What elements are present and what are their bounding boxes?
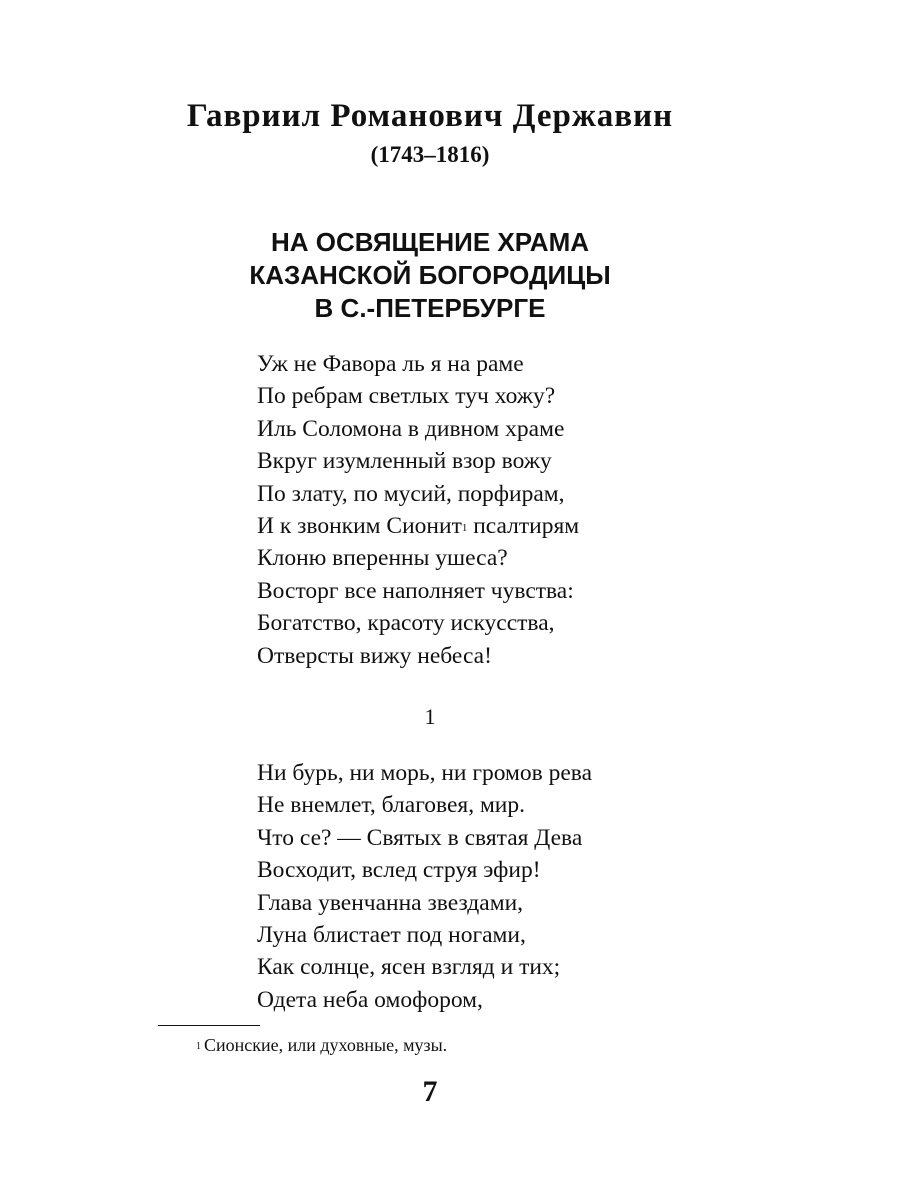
intro-stanza bbox=[257, 348, 579, 672]
footnote-divider bbox=[158, 1025, 260, 1026]
verse-line: Отверсты вижу небеса! bbox=[257, 642, 492, 669]
verse-line-with-footnote bbox=[257, 510, 579, 542]
footnote-reference[interactable]: 1 bbox=[461, 521, 468, 534]
verse-line: Вкруг изумленный взор вожу bbox=[257, 448, 552, 475]
verse-line: Ни бурь, ни морь, ни громов рева bbox=[257, 760, 593, 786]
verse-line: Глава увенчанна звездами, bbox=[257, 889, 524, 916]
verse-line: Иль Соломона в дивном храме bbox=[257, 415, 565, 442]
section-number: 1 bbox=[424, 704, 436, 729]
verse-line: Как солнце, ясен взгляд и тих; bbox=[257, 954, 561, 981]
verse-line: Клоню вперенны ушеса? bbox=[257, 545, 508, 572]
verse-line: Уж не Фавора ль я на раме bbox=[257, 351, 524, 377]
verse-line: По злату, по мусий, порфирам, bbox=[257, 480, 565, 507]
author-name: Гавриил Романович Державин bbox=[186, 98, 674, 134]
footnote bbox=[196, 1033, 447, 1057]
verse-text: И к звонким Сионит bbox=[257, 512, 462, 539]
poem-title-line: НА ОСВЯЩЕНИЕ ХРАМА bbox=[270, 227, 590, 257]
verse-line: Восторг все наполняет чувства: bbox=[257, 577, 574, 604]
verse-line: Что се? — Святых в святая Дева bbox=[257, 824, 583, 851]
verse-line: Восходит, вслед струя эфир! bbox=[257, 857, 541, 884]
poem-title bbox=[0, 226, 860, 325]
verse-line: Одета неба омофором, bbox=[257, 986, 483, 1013]
verse-line: По ребрам светлых туч хожу? bbox=[257, 383, 556, 410]
verse-text: псалтирям bbox=[467, 512, 580, 539]
stanza-1 bbox=[257, 757, 592, 1016]
footnote-text: Сионские, или духовные, музы. bbox=[204, 1035, 448, 1055]
page-number: 7 bbox=[422, 1075, 438, 1108]
poem-title-line: В С.-ПЕТЕРБУРГЕ bbox=[314, 293, 546, 323]
author-years: (1743–1816) bbox=[370, 142, 490, 167]
poem-title-line: КАЗАНСКОЙ БОГОРОДИЦЫ bbox=[249, 260, 611, 290]
verse-line: Богатство, красоту искусства, bbox=[257, 610, 555, 637]
footnote-marker: 1 bbox=[196, 1041, 201, 1052]
verse-line: Не внемлет, благовея, мир. bbox=[257, 792, 526, 819]
verse-line: Луна блистает под ногами, bbox=[257, 921, 526, 948]
